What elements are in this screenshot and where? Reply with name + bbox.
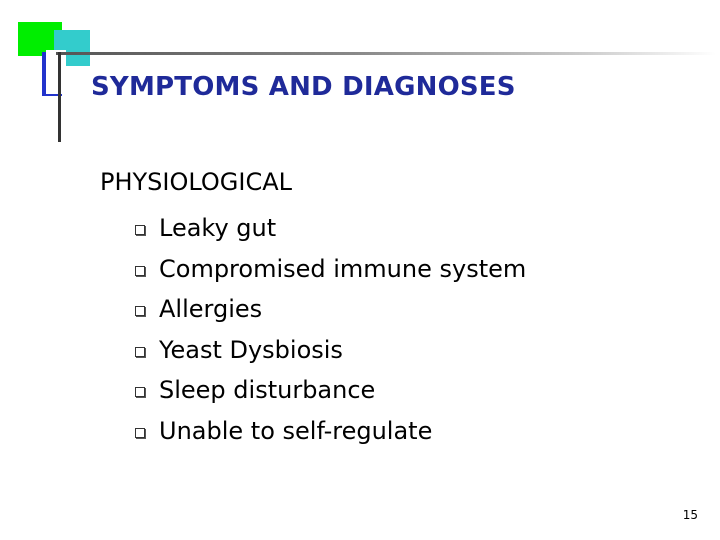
bullet-text: Leaky gut: [159, 214, 277, 243]
list-item: [135, 411, 526, 452]
bullet-text: Yeast Dysbiosis: [159, 335, 343, 364]
horizontal-rule: [56, 52, 716, 55]
bullet-text: Compromised immune system: [159, 254, 527, 283]
bullet-text: Unable to self-regulate: [159, 416, 433, 445]
bullet-text: Sleep disturbance: [159, 376, 376, 405]
square-bullet-icon: [135, 266, 145, 276]
square-bullet-icon: [135, 347, 145, 357]
list-item: [135, 330, 526, 371]
vertical-rule: [58, 52, 61, 142]
square-bullet-icon: [135, 225, 145, 235]
section-heading: PHYSIOLOGICAL: [100, 168, 293, 196]
square-bullet-icon: [135, 428, 145, 438]
bullet-list: [135, 208, 526, 451]
list-item: [135, 370, 526, 411]
square-bullet-icon: [135, 387, 145, 397]
square-bullet-icon: [135, 306, 145, 316]
white-square-decoration: [46, 50, 66, 94]
page-number: 15: [682, 508, 698, 522]
list-item: [135, 208, 526, 249]
bullet-text: Allergies: [159, 295, 263, 324]
list-item: [135, 249, 526, 290]
slide-title: SYMPTOMS AND DIAGNOSES: [91, 72, 516, 102]
list-item: [135, 289, 526, 330]
